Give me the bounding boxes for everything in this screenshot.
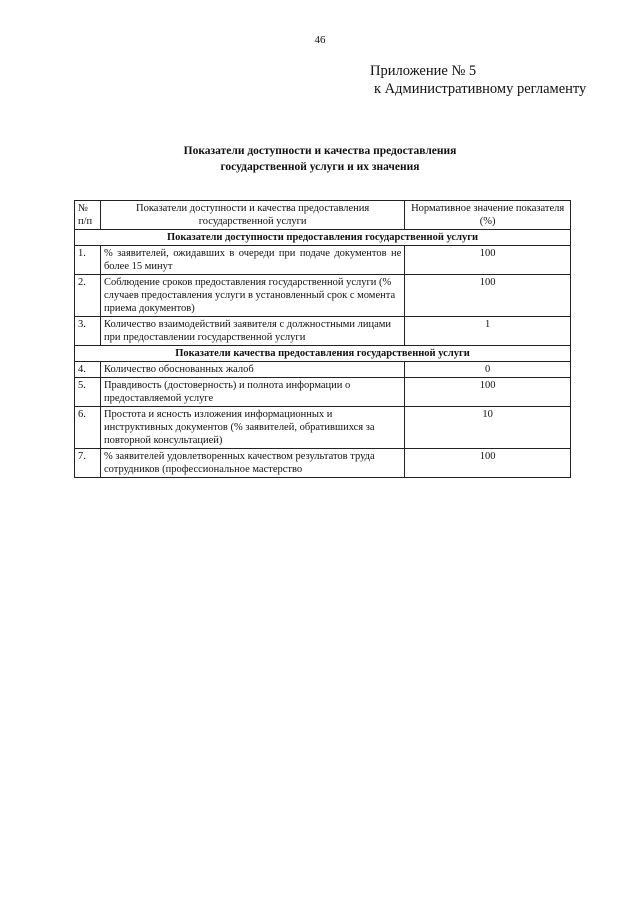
row-value: 100 <box>405 246 571 275</box>
document-title-line-2: государственной услуги и их значения <box>220 161 420 173</box>
indicators-table <box>74 200 571 478</box>
row-value: 100 <box>405 378 571 407</box>
header-indicator: Показатели доступности и качества предоставления государственной услуги <box>100 201 404 230</box>
row-number: 6. <box>75 407 101 449</box>
table-row <box>75 246 571 275</box>
row-value: 100 <box>405 275 571 317</box>
table-row <box>75 449 571 478</box>
document-title-line-1: Показатели доступности и качества предоставления <box>183 145 457 157</box>
row-number: 7. <box>75 449 101 478</box>
section-row <box>75 346 571 362</box>
page-number: 46 <box>314 34 326 46</box>
row-indicator: Соблюдение сроков предоставления государственной услуги (% случаев предоставления услуги в установленный срок с момента приема документов) <box>100 275 404 317</box>
row-value: 0 <box>405 362 571 378</box>
section-title-availability: Показатели доступности предоставления государственной услуги <box>75 230 571 246</box>
table-row <box>75 407 571 449</box>
section-row <box>75 230 571 246</box>
table-row <box>75 275 571 317</box>
appendix-line-2: к Административному регламенту <box>374 81 587 97</box>
row-indicator: Количество обоснованных жалоб <box>100 362 404 378</box>
row-number: 4. <box>75 362 101 378</box>
document-title <box>0 143 640 175</box>
row-number: 5. <box>75 378 101 407</box>
row-indicator: Правдивость (достоверность) и полнота информации о предоставляемой услуге <box>100 378 404 407</box>
appendix-heading <box>370 62 586 98</box>
row-value: 10 <box>405 407 571 449</box>
row-number: 3. <box>75 317 101 346</box>
table-row <box>75 317 571 346</box>
row-indicator: % заявителей удовлетворенных качеством результатов труда сотрудников (профессиональное мастерство <box>100 449 404 478</box>
row-number: 2. <box>75 275 101 317</box>
section-title-quality: Показатели качества предоставления государственной услуги <box>75 346 571 362</box>
row-value: 1 <box>405 317 571 346</box>
header-normative-value: Нормативное значение показателя (%) <box>405 201 571 230</box>
table-row <box>75 362 571 378</box>
row-value: 100 <box>405 449 571 478</box>
row-indicator: % заявителей, ожидавших в очереди при подаче документов не более 15 минут <box>100 246 404 275</box>
row-indicator: Количество взаимодействий заявителя с должностными лицами при предоставлении государственной услуги <box>100 317 404 346</box>
row-number: 1. <box>75 246 101 275</box>
header-number: № п/п <box>75 201 101 230</box>
table-header-row <box>75 201 571 230</box>
table-row <box>75 378 571 407</box>
row-indicator: Простота и ясность изложения информационных и инструктивных документов (% заявителей, обратившихся за повторной консультацией) <box>100 407 404 449</box>
appendix-line-1: Приложение № 5 <box>370 63 477 79</box>
